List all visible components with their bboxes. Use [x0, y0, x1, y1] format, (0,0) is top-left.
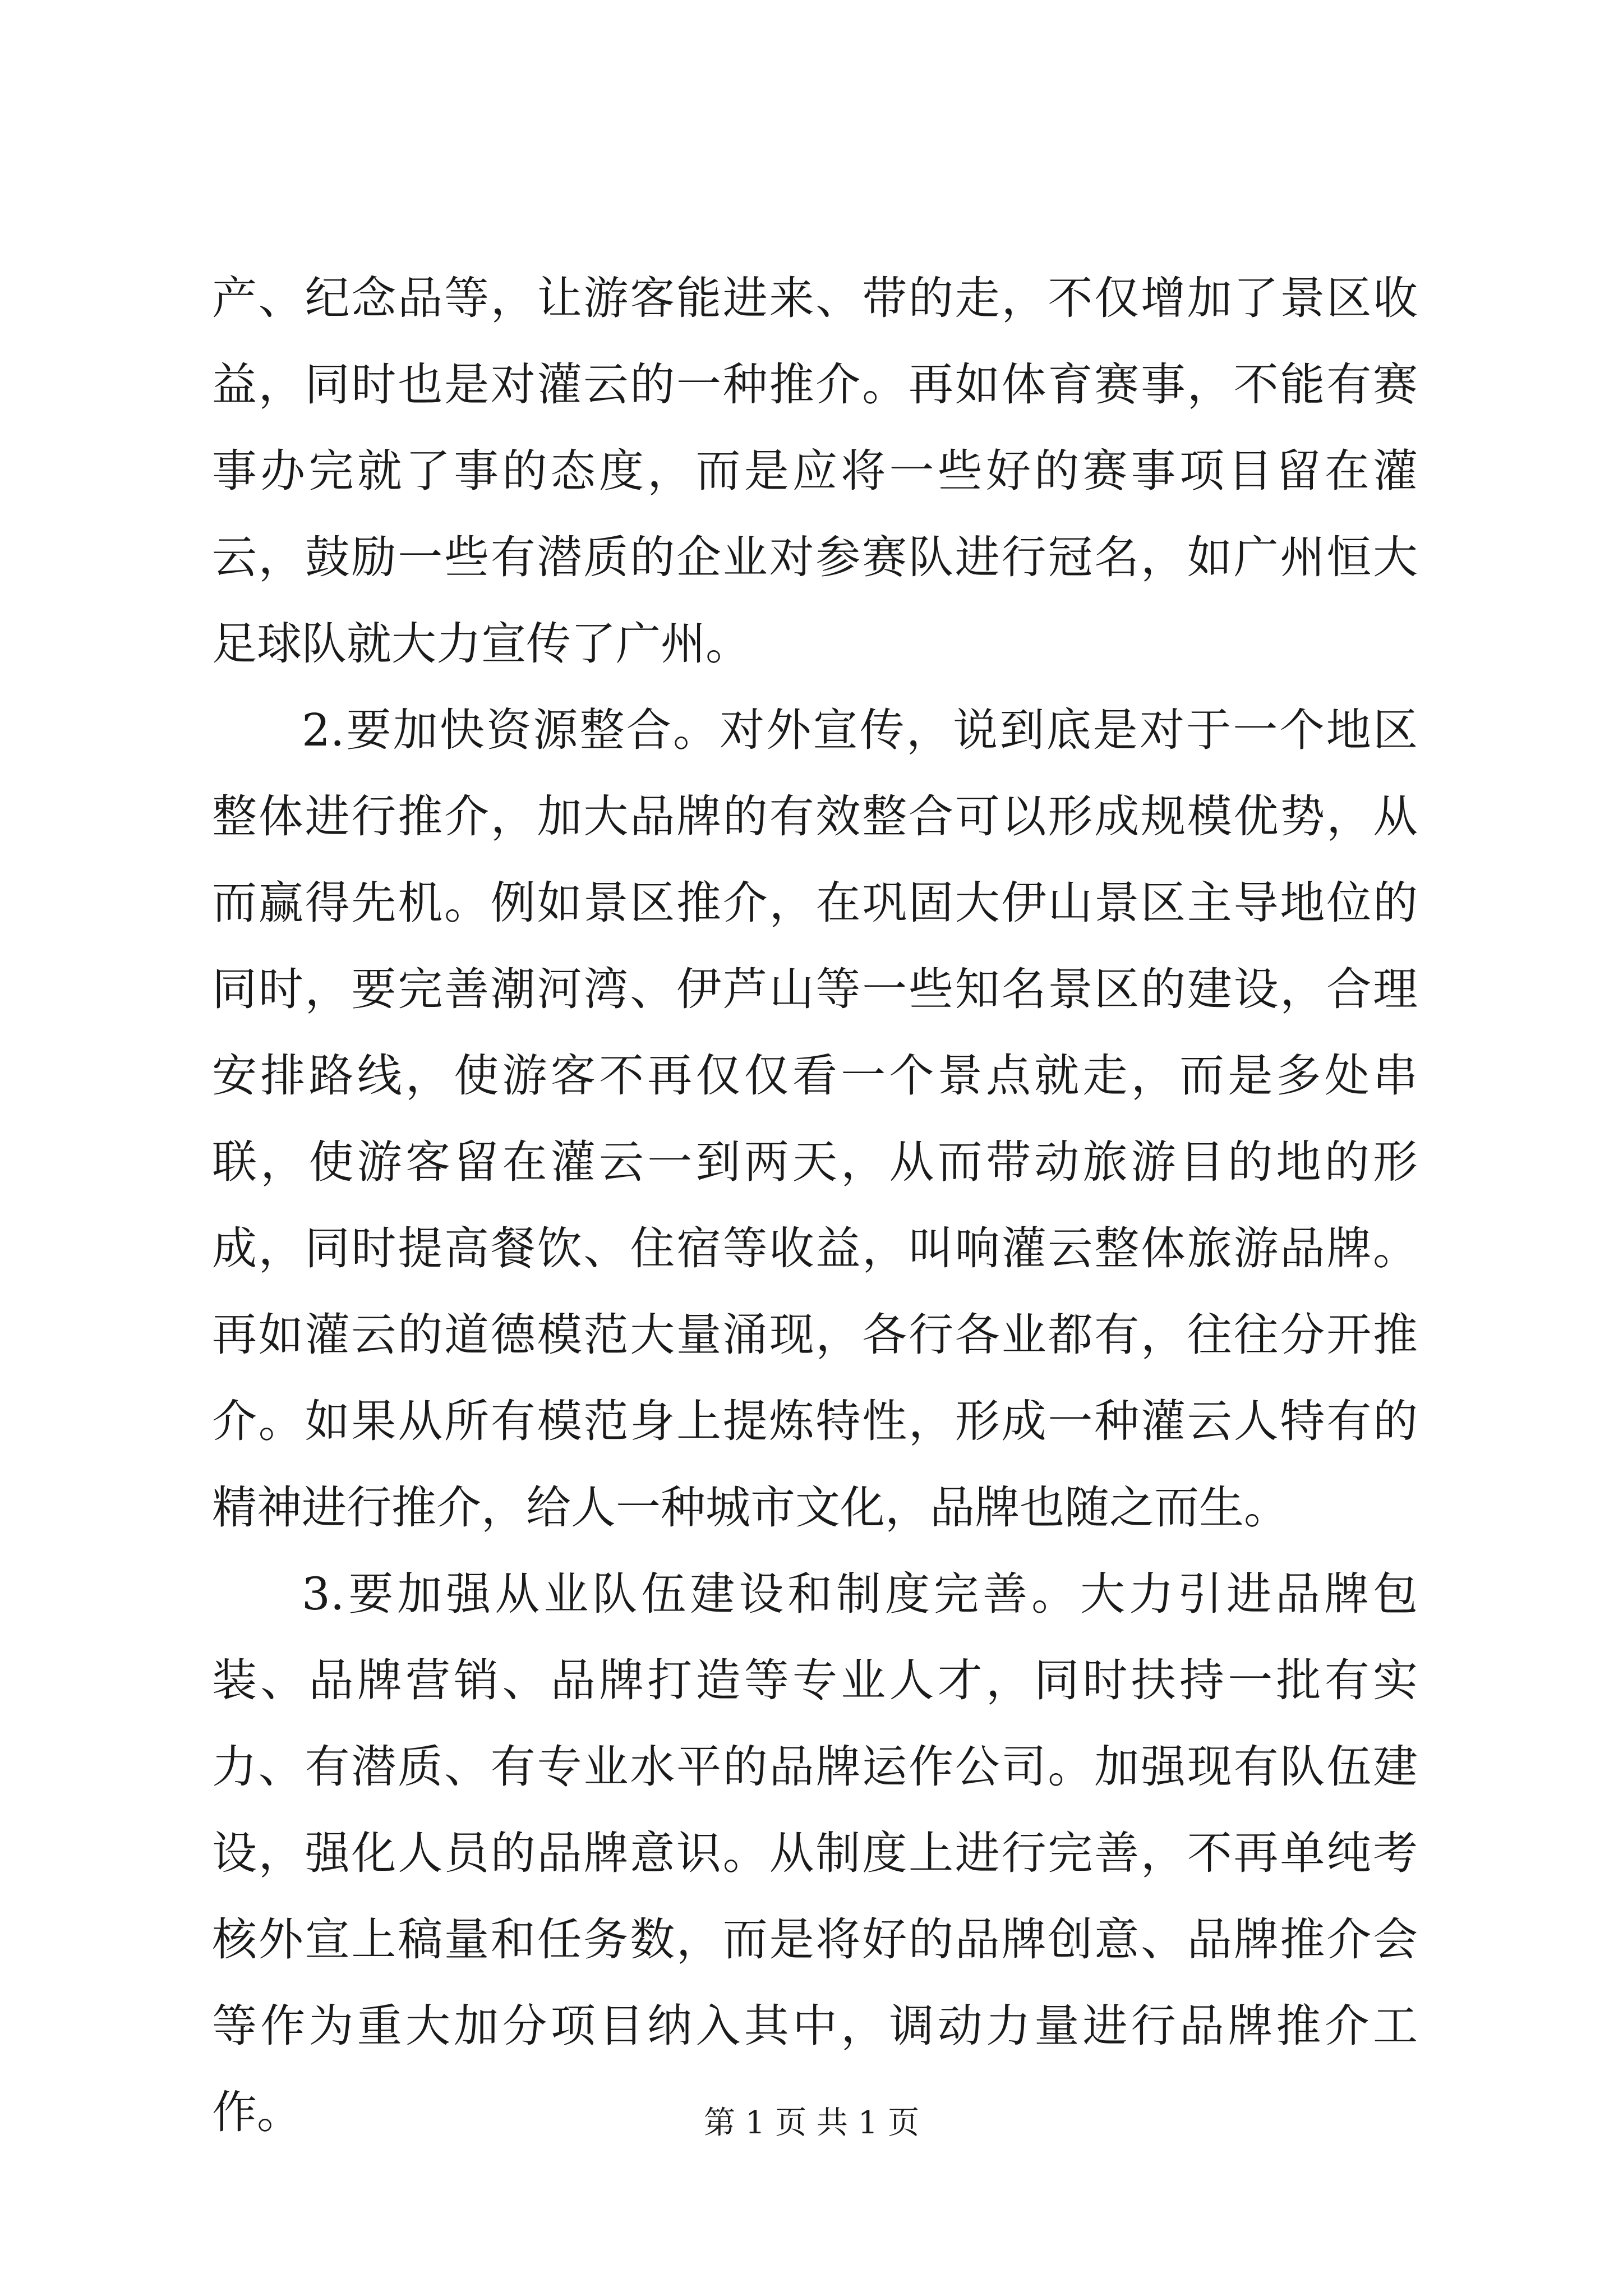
paragraph-2: 2.要加快资源整合。对外宣传，说到底是对于一个地区整体进行推介，加大品牌的有效整合可以形成规模优势，从而赢得先机。例如景区推介，在巩固大伊山景区主导地位的同时，要完善潮河湾、伊芦山等一些知名景区的建设，合理安排路线，使游客不再仅仅看一个景点就走，而是多处串联，使游客留在灌云一到两天，从而带动旅游目的地的形成，同时提高餐饮、住宿等收益，叫响灌云整体旅游品牌。再如灌云的道德模范大量涌现，各行各业都有，往往分开推介。如果从所有模范身上提炼特性，形成一种灌云人特有的精神进行推介，给人一种城市文化，品牌也随之而生。	[212, 704, 1418, 1534]
paragraph-3: 3.要加强从业队伍建设和制度完善。大力引进品牌包装、品牌营销、品牌打造等专业人才，同时扶持一批有实力、有潜质、有专业水平的品牌运作公司。加强现有队伍建设，强化人员的品牌意识。从制度上进行完善，不再单纯考核外宣上稿量和任务数，而是将好的品牌创意、品牌推介会等作为重大加分项目纳入其中，调动力量进行品牌推介工作。	[212, 1568, 1418, 2138]
page-footer	[0, 2101, 1623, 2146]
document-body	[212, 255, 1418, 2156]
paragraph-1: 产、纪念品等，让游客能进来、带的走，不仅增加了景区收益，同时也是对灌云的一种推介。再如体育赛事，不能有赛事办完就了事的态度，而是应将一些好的赛事项目留在灌云，鼓励一些有潜质的企业对参赛队进行冠名，如广州恒大足球队就大力宣传了广州。	[212, 272, 1418, 670]
page-number: 第 1 页 共 1 页	[703, 2105, 920, 2141]
